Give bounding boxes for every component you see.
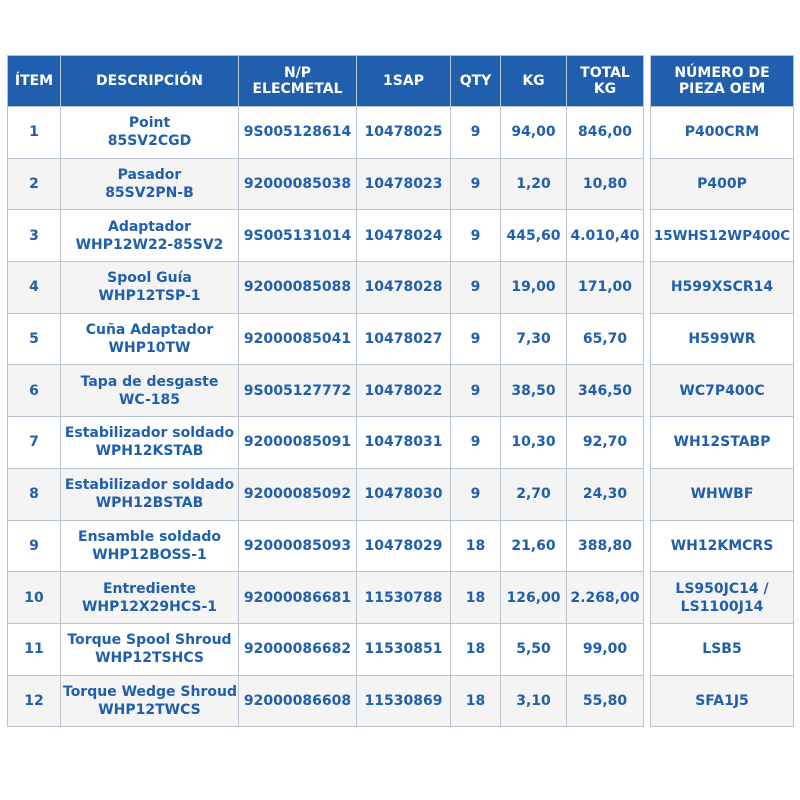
cell-part-number: 9S005127772 — [239, 365, 357, 417]
cell-description — [61, 572, 239, 624]
cell-item: 3 — [8, 210, 61, 262]
cell-oem: H599XSCR14 — [651, 262, 794, 314]
cell-kg: 7,30 — [501, 313, 567, 365]
description-name: Estabilizador soldado — [64, 425, 235, 442]
cell-kg: 2,70 — [501, 468, 567, 520]
cell-kg: 19,00 — [501, 262, 567, 314]
header-total-line1: TOTAL — [580, 65, 630, 81]
description-name: Cuña Adaptador — [85, 322, 214, 339]
table-row — [8, 675, 644, 727]
cell-item: 8 — [8, 468, 61, 520]
header-total-kg — [567, 56, 644, 107]
table-row — [8, 210, 644, 262]
oem-value-part: LS1100J14 — [680, 598, 764, 615]
cell-description — [61, 262, 239, 314]
cell-item: 2 — [8, 158, 61, 210]
cell-description — [61, 623, 239, 675]
oem-table — [650, 55, 794, 727]
cell-oem: WC7P400C — [651, 365, 794, 417]
cell-part-number: 92000086681 — [239, 572, 357, 624]
cell-qty: 9 — [451, 468, 501, 520]
cell-part-number: 92000085093 — [239, 520, 357, 572]
table-row — [8, 107, 644, 159]
cell-qty: 9 — [451, 262, 501, 314]
header-sap — [357, 56, 451, 107]
cell-oem: 15WHS12WP400C — [651, 210, 794, 262]
cell-kg: 3,10 — [501, 675, 567, 727]
cell-kg: 1,20 — [501, 158, 567, 210]
cell-sap: 10478023 — [357, 158, 451, 210]
cell-total-kg: 171,00 — [567, 262, 644, 314]
table-row — [8, 313, 644, 365]
cell-description — [61, 313, 239, 365]
cell-part-number: 92000085038 — [239, 158, 357, 210]
cell-part-number: 92000085088 — [239, 262, 357, 314]
cell-part-number: 92000086682 — [239, 623, 357, 675]
description-name: Tapa de desgaste — [80, 373, 219, 390]
description-name: Pasador — [117, 167, 182, 184]
description-name: Point — [128, 115, 171, 132]
cell-total-kg: 10,80 — [567, 158, 644, 210]
oem-value-part: LS950JC14 / — [675, 580, 769, 597]
description-name: Torque Wedge Shroud — [63, 683, 237, 700]
description-code: WC-185 — [118, 391, 181, 408]
table-row — [8, 158, 644, 210]
cell-qty: 18 — [451, 572, 501, 624]
oem-row — [651, 210, 794, 262]
cell-total-kg: 92,70 — [567, 417, 644, 469]
cell-sap: 11530851 — [357, 623, 451, 675]
cell-description — [61, 675, 239, 727]
oem-header-row — [651, 56, 794, 107]
cell-qty: 9 — [451, 365, 501, 417]
cell-qty: 9 — [451, 313, 501, 365]
description-code: WHP12TSHCS — [95, 650, 204, 667]
description-code: WHP10TW — [108, 340, 191, 357]
cell-oem: WHWBF — [651, 468, 794, 520]
header-description-label: DESCRIPCIÓN — [96, 73, 203, 89]
cell-item: 11 — [8, 623, 61, 675]
header-oem-line1: NÚMERO DE — [674, 65, 770, 81]
cell-item: 1 — [8, 107, 61, 159]
oem-row — [651, 468, 794, 520]
cell-qty: 9 — [451, 158, 501, 210]
header-oem-line2: PIEZA OEM — [678, 81, 766, 97]
header-part-number-line2: ELECMETAL — [252, 81, 343, 97]
table-row — [8, 468, 644, 520]
cell-kg: 38,50 — [501, 365, 567, 417]
cell-kg: 126,00 — [501, 572, 567, 624]
cell-oem: SFA1J5 — [651, 675, 794, 727]
cell-oem: WH12KMCRS — [651, 520, 794, 572]
cell-qty: 18 — [451, 520, 501, 572]
cell-kg: 5,50 — [501, 623, 567, 675]
cell-item: 12 — [8, 675, 61, 727]
oem-row — [651, 313, 794, 365]
cell-oem — [651, 572, 794, 624]
description-code: WPH12KSTAB — [95, 443, 204, 460]
header-part-number — [239, 56, 357, 107]
description-code: WHP12X29HCS-1 — [81, 598, 218, 615]
cell-total-kg: 24,30 — [567, 468, 644, 520]
cell-kg: 94,00 — [501, 107, 567, 159]
cell-oem: LSB5 — [651, 623, 794, 675]
cell-total-kg: 846,00 — [567, 107, 644, 159]
cell-description — [61, 210, 239, 262]
header-item — [8, 56, 61, 107]
header-part-number-line1: N/P — [283, 65, 312, 81]
cell-sap: 10478031 — [357, 417, 451, 469]
cell-oem: P400P — [651, 158, 794, 210]
cell-total-kg: 99,00 — [567, 623, 644, 675]
header-qty-label: QTY — [459, 73, 492, 89]
cell-item: 9 — [8, 520, 61, 572]
header-kg — [501, 56, 567, 107]
cell-sap: 10478027 — [357, 313, 451, 365]
cell-sap: 10478028 — [357, 262, 451, 314]
cell-sap: 10478022 — [357, 365, 451, 417]
cell-qty: 18 — [451, 675, 501, 727]
table-row — [8, 365, 644, 417]
cell-sap: 10478029 — [357, 520, 451, 572]
cell-sap: 10478024 — [357, 210, 451, 262]
cell-oem: P400CRM — [651, 107, 794, 159]
description-code: WHP12TWCS — [98, 701, 201, 718]
cell-total-kg: 55,80 — [567, 675, 644, 727]
cell-description — [61, 107, 239, 159]
cell-total-kg: 4.010,40 — [567, 210, 644, 262]
table-row — [8, 417, 644, 469]
description-code: WHP12TSP-1 — [98, 288, 201, 305]
cell-part-number: 92000086608 — [239, 675, 357, 727]
cell-oem: WH12STABP — [651, 417, 794, 469]
oem-row — [651, 675, 794, 727]
cell-description — [61, 468, 239, 520]
description-code: WPH12BSTAB — [95, 495, 204, 512]
cell-description — [61, 365, 239, 417]
description-name: Entrediente — [102, 580, 197, 597]
cell-sap: 11530869 — [357, 675, 451, 727]
oem-row — [651, 520, 794, 572]
table-row — [8, 520, 644, 572]
cell-total-kg: 65,70 — [567, 313, 644, 365]
cell-item: 10 — [8, 572, 61, 624]
cell-part-number: 92000085041 — [239, 313, 357, 365]
cell-total-kg: 388,80 — [567, 520, 644, 572]
description-name: Adaptador — [107, 218, 191, 235]
description-name: Ensamble soldado — [78, 528, 221, 545]
cell-oem: H599WR — [651, 313, 794, 365]
description-code: WHP12W22-85SV2 — [75, 236, 224, 253]
cell-item: 6 — [8, 365, 61, 417]
cell-qty: 9 — [451, 107, 501, 159]
description-name: Spool Guía — [107, 270, 192, 287]
description-name: Torque Spool Shroud — [67, 632, 232, 649]
cell-description — [61, 520, 239, 572]
oem-row — [651, 417, 794, 469]
cell-part-number: 92000085091 — [239, 417, 357, 469]
cell-part-number: 9S005128614 — [239, 107, 357, 159]
cell-kg: 10,30 — [501, 417, 567, 469]
oem-row — [651, 158, 794, 210]
cell-qty: 9 — [451, 417, 501, 469]
header-sap-label: 1SAP — [383, 73, 424, 89]
oem-row — [651, 107, 794, 159]
header-description — [61, 56, 239, 107]
header-kg-label: KG — [522, 73, 545, 89]
header-item-label: ÍTEM — [14, 73, 54, 89]
cell-sap: 10478025 — [357, 107, 451, 159]
parts-table — [7, 55, 644, 727]
table-row — [8, 572, 644, 624]
cell-total-kg: 346,50 — [567, 365, 644, 417]
cell-item: 4 — [8, 262, 61, 314]
cell-sap: 11530788 — [357, 572, 451, 624]
cell-kg: 445,60 — [501, 210, 567, 262]
oem-row — [651, 572, 794, 624]
description-code: 85SV2CGD — [107, 133, 192, 150]
description-code: WHP12BOSS-1 — [92, 546, 207, 563]
table-row — [8, 623, 644, 675]
cell-sap: 10478030 — [357, 468, 451, 520]
cell-description — [61, 417, 239, 469]
cell-total-kg: 2.268,00 — [567, 572, 644, 624]
cell-item: 7 — [8, 417, 61, 469]
oem-row — [651, 365, 794, 417]
cell-kg: 21,60 — [501, 520, 567, 572]
table-row — [8, 262, 644, 314]
oem-row — [651, 262, 794, 314]
cell-qty: 9 — [451, 210, 501, 262]
table-header-row — [8, 56, 644, 107]
header-qty — [451, 56, 501, 107]
cell-description — [61, 158, 239, 210]
description-code: 85SV2PN-B — [105, 185, 194, 202]
cell-part-number: 92000085092 — [239, 468, 357, 520]
oem-row — [651, 623, 794, 675]
header-total-line2: KG — [593, 81, 617, 97]
cell-qty: 18 — [451, 623, 501, 675]
cell-part-number: 9S005131014 — [239, 210, 357, 262]
header-oem — [651, 56, 794, 107]
description-name: Estabilizador soldado — [64, 477, 235, 494]
cell-item: 5 — [8, 313, 61, 365]
